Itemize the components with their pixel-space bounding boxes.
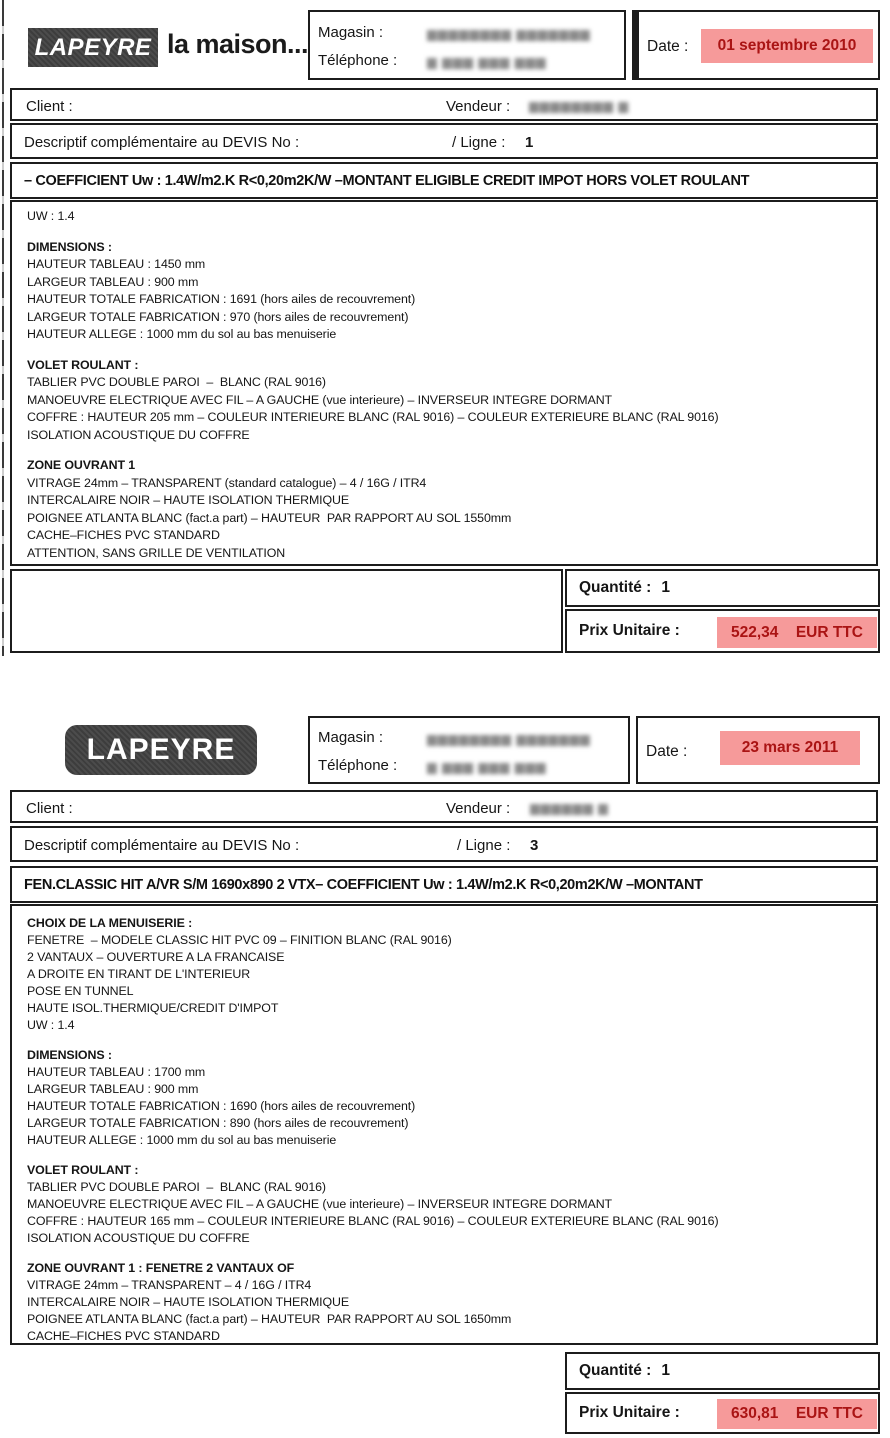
spec-line: 2 VANTAUX – OUVERTURE A LA FRANCAISE (27, 950, 285, 964)
spec-line: MANOEUVRE ELECTRIQUE AVEC FIL – A GAUCHE (vue interieure) – INVERSEUR INTEGRE DORMANT (27, 1197, 613, 1211)
devis-document-1 (0, 0, 890, 660)
spec-line: CACHE–FICHES PVC STANDARD (27, 528, 220, 542)
ligne-label: / Ligne : (452, 134, 506, 151)
unit-price-box (565, 609, 880, 653)
spec-line: HAUTEUR TOTALE FABRICATION : 1691 (hors ailes de recouvrement) (27, 292, 416, 306)
spec-line: LARGEUR TOTALE FABRICATION : 890 (hors ailes de recouvrement) (27, 1116, 409, 1130)
section-heading: CHOIX DE LA MENUISERIE : (27, 916, 193, 930)
spec-line: HAUTEUR ALLEGE : 1000 mm du sol au bas menuiserie (27, 327, 337, 341)
lapeyre-logo-text: LAPEYRE (34, 33, 152, 61)
vendeur-label: Vendeur : (446, 98, 511, 115)
unit-price-value: 630,81 (731, 1405, 779, 1422)
product-title: – COEFFICIENT Uw : 1.4W/m2.K R<0,20m2K/W –MONTANT ELIGIBLE CREDIT IMPOT HORS VOLET ROULANT (24, 172, 750, 189)
spec-line: FENETRE – MODELE CLASSIC HIT PVC 09 – FINITION BLANC (RAL 9016) (27, 933, 452, 947)
spec-line: HAUTE ISOL.THERMIQUE/CREDIT D'IMPOT (27, 1001, 279, 1015)
date-value-highlight (701, 29, 873, 63)
section-heading: ZONE OUVRANT 1 (27, 458, 136, 472)
unit-price-highlight (717, 1399, 877, 1429)
ligne-value: 1 (525, 134, 534, 151)
unit-price-highlight (717, 617, 877, 648)
client-row (10, 790, 878, 823)
lapeyre-logo-text: LAPEYRE (86, 733, 236, 766)
spec-body (10, 200, 878, 566)
spec-line: LARGEUR TABLEAU : 900 mm (27, 274, 199, 289)
quantity-value: 1 (661, 1362, 670, 1379)
spec-line: LARGEUR TOTALE FABRICATION : 970 (hors ailes de recouvrement) (27, 309, 409, 324)
spec-line: POIGNEE ATLANTA BLANC (fact.a part) – HAUTEUR PAR RAPPORT AU SOL 1550mm (27, 510, 512, 525)
spec-line: POSE EN TUNNEL (27, 984, 134, 998)
empty-note-box (10, 569, 563, 653)
vendeur-value-redacted: ▆▆▆▆▆▆ ▆ (530, 801, 609, 815)
section-heading: VOLET ROULANT : (27, 1163, 139, 1177)
spec-line: ATTENTION, SANS GRILLE DE VENTILATION (27, 545, 286, 560)
unit-price-currency: EUR TTC (795, 1405, 863, 1422)
lapeyre-logo (65, 725, 257, 775)
client-row (10, 88, 878, 121)
spec-line: TABLIER PVC DOUBLE PAROI – BLANC (RAL 9016) (27, 1180, 326, 1194)
spec-line: ISOLATION ACOUSTIQUE DU COFFRE (27, 1231, 250, 1245)
spec-line: LARGEUR TABLEAU : 900 mm (27, 1082, 199, 1096)
spec-line: HAUTEUR ALLEGE : 1000 mm du sol au bas menuiserie (27, 1133, 337, 1147)
date-box (636, 716, 880, 784)
spec-line: COFFRE : HAUTEUR 165 mm – COULEUR INTERIEURE BLANC (RAL 9016) – COULEUR EXTERIEURE BLANC (RAL 9016) (27, 1214, 719, 1228)
magasin-box (308, 716, 630, 784)
magasin-label: Magasin : (318, 24, 384, 41)
unit-price-box (565, 1392, 880, 1434)
spec-line: VITRAGE 24mm – TRANSPARENT (standard catalogue) – 4 / 16G / ITR4 (27, 475, 427, 490)
quantity-label: Quantité : (579, 579, 652, 596)
spec-line: MANOEUVRE ELECTRIQUE AVEC FIL – A GAUCHE (vue interieure) – INVERSEUR INTEGRE DORMANT (27, 392, 613, 407)
telephone-value-redacted: ▆ ▆▆▆ ▆▆▆ ▆▆▆ (427, 760, 547, 774)
date-label: Date : (646, 743, 688, 760)
scan-edge-artifact (2, 0, 4, 656)
date-label: Date : (647, 38, 689, 55)
spec-line: INTERCALAIRE NOIR – HAUTE ISOLATION THERMIQUE (27, 1295, 350, 1309)
product-title: FEN.CLASSIC HIT A/VR S/M 1690x890 2 VTX– COEFFICIENT Uw : 1.4W/m2.K R<0,20m2K/W –MONTANT (24, 876, 703, 893)
quantity-box (565, 569, 880, 607)
client-label: Client : (26, 800, 73, 817)
ligne-label: / Ligne : (457, 837, 511, 854)
descriptif-row (10, 826, 878, 862)
telephone-value-redacted: ▆ ▆▆▆ ▆▆▆ ▆▆▆ (427, 55, 547, 69)
descriptif-row (10, 123, 878, 159)
quantity-label: Quantité : (579, 1362, 652, 1379)
spec-section (27, 457, 862, 562)
date-value: 23 mars 2011 (741, 739, 839, 756)
spec-line: VITRAGE 24mm – TRANSPARENT – 4 / 16G / ITR4 (27, 1278, 312, 1292)
date-value: 01 septembre 2010 (717, 37, 857, 54)
descriptif-label: Descriptif complémentaire au DEVIS No : (24, 837, 300, 854)
section-heading: VOLET ROULANT : (27, 357, 139, 372)
spec-body (10, 904, 878, 1345)
spec-line: CACHE–FICHES PVC STANDARD (27, 1329, 220, 1343)
quantity-box (565, 1352, 880, 1390)
date-value-highlight (720, 731, 860, 765)
spec-section (27, 208, 862, 226)
spec-line: HAUTEUR TABLEAU : 1450 mm (27, 257, 206, 271)
devis-document-2 (0, 712, 890, 1438)
vendeur-label: Vendeur : (446, 800, 511, 817)
telephone-label: Téléphone : (318, 757, 398, 774)
spec-section (27, 1047, 862, 1149)
spec-section (27, 357, 862, 445)
unit-price-label: Prix Unitaire : (579, 622, 680, 639)
spec-line: INTERCALAIRE NOIR – HAUTE ISOLATION THERMIQUE (27, 493, 350, 507)
section-heading: ZONE OUVRANT 1 : FENETRE 2 VANTAUX OF (27, 1261, 295, 1275)
spec-section (27, 1260, 862, 1345)
product-title-box (10, 866, 878, 903)
section-heading: DIMENSIONS : (27, 239, 112, 254)
spec-section (27, 915, 862, 1034)
spec-section (27, 1162, 862, 1247)
spec-line: COFFRE : HAUTEUR 205 mm – COULEUR INTERIEURE BLANC (RAL 9016) – COULEUR EXTERIEURE BLANC (RAL 9016) (27, 410, 719, 424)
brand-tagline: la maison... (167, 29, 309, 59)
magasin-value-redacted: ▆▆▆▆▆▆▆▆ ▆▆▆▆▆▆▆ (427, 27, 591, 41)
telephone-label: Téléphone : (318, 52, 398, 69)
date-box (632, 10, 880, 80)
magasin-label: Magasin : (318, 729, 384, 746)
vendeur-value-redacted: ▆▆▆▆▆▆▆▆ ▆ (529, 99, 629, 113)
spec-line: A DROITE EN TIRANT DE L'INTERIEUR (27, 967, 251, 981)
spec-line: TABLIER PVC DOUBLE PAROI – BLANC (RAL 9016) (27, 375, 326, 389)
spec-line: HAUTEUR TOTALE FABRICATION : 1690 (hors ailes de recouvrement) (27, 1099, 416, 1113)
spec-section (27, 239, 862, 344)
client-label: Client : (26, 98, 73, 115)
spec-line: UW : 1.4 (27, 209, 75, 223)
quantity-value: 1 (661, 579, 670, 596)
unit-price-label: Prix Unitaire : (579, 1404, 680, 1421)
magasin-value-redacted: ▆▆▆▆▆▆▆▆ ▆▆▆▆▆▆▆ (427, 732, 591, 746)
ligne-value: 3 (530, 837, 539, 854)
descriptif-label: Descriptif complémentaire au DEVIS No : (24, 134, 300, 151)
unit-price-value: 522,34 (731, 623, 779, 641)
spec-line: UW : 1.4 (27, 1018, 75, 1032)
spec-line: POIGNEE ATLANTA BLANC (fact.a part) – HAUTEUR PAR RAPPORT AU SOL 1650mm (27, 1312, 512, 1326)
lapeyre-logo (28, 28, 158, 67)
spec-line: HAUTEUR TABLEAU : 1700 mm (27, 1065, 206, 1079)
product-title-box (10, 162, 878, 199)
spec-line: ISOLATION ACOUSTIQUE DU COFFRE (27, 427, 250, 442)
section-heading: DIMENSIONS : (27, 1048, 112, 1062)
unit-price-currency: EUR TTC (795, 623, 863, 641)
magasin-box (308, 10, 626, 80)
